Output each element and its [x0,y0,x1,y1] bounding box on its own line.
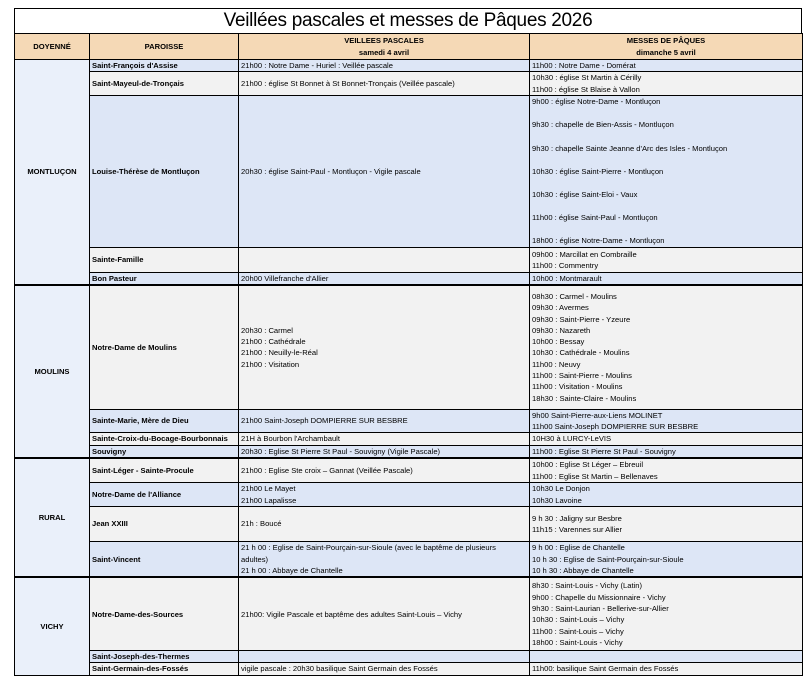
parish-name-saint-mayeul-de-troncais: Saint-Mayeul-de-Tronçais [90,72,239,96]
schedule-line: 21h00 Lapalisse [241,495,297,505]
parish-name-saint-germain-des-fosses: Saint-Germain-des-Fossés [90,663,239,675]
parish-row [15,247,803,272]
header-veillees [239,34,530,60]
schedule-line: 10h30 : église Saint-Pierre - Montluçon [532,166,664,176]
veillees-cell [239,95,530,247]
parish-name-notre-dame-de-l-alliance: Notre-Dame de l'Alliance [90,483,239,507]
schedule-line: 9h00 : église Notre-Dame - Montluçon [532,97,661,107]
parish-row [15,433,803,445]
veillees-cell [239,445,530,458]
parish-name-sainte-croix-du-bocage-bourbonnais: Sainte-Croix-du-Bocage-Bourbonnais [90,433,239,445]
schedule-line: 10h30 : Cathédrale - Moulins [532,348,630,358]
schedule-line: 11h00 : Eglise St Martin – Bellenaves [532,471,658,481]
line-spacer [532,107,800,119]
parish-row [15,272,803,285]
parish-row [15,506,803,541]
veillees-cell [239,285,530,409]
veillees-cell [239,663,530,675]
messes-cell [530,60,803,72]
line-spacer [532,200,800,212]
schedule-line: 21h00 : Cathédrale [241,337,306,347]
parish-name-notre-dame-de-moulins: Notre-Dame de Moulins [90,285,239,409]
doyenne-moulins: MOULINS [15,285,90,458]
schedule-line: 10h30 : église Saint-Eloi - Vaux [532,189,638,199]
parish-name-saint-joseph-des-thermes: Saint-Joseph-des-Thermes [90,650,239,662]
messes-cell [530,577,803,650]
veillees-cell [239,272,530,285]
parish-name-souvigny: Souvigny [90,445,239,458]
messes-cell [530,285,803,409]
parish-name-jean-xxiii: Jean XXIII [90,506,239,541]
schedule-line: 9h30 : Saint-Laurian - Bellerive-sur-Allier [532,603,669,613]
schedule-line: 08h30 : Carmel - Moulins [532,291,617,301]
schedule-line: 21H à Bourbon l'Archambault [241,434,340,444]
header-veillees-label: VEILLEES PASCALES [344,36,424,46]
schedule-line: 21h00 : Notre Dame - Huriel : Veillée pascale [241,61,393,70]
schedule-line: 21h00 Saint-Joseph DOMPIERRE SUR BESBRE [241,416,408,426]
parish-row [15,483,803,507]
line-spacer [532,154,800,166]
schedule-line: vigile pascale : 20h30 basilique Saint Germain des Fossés [241,664,438,674]
schedule-sheet [14,8,802,676]
veillees-cell [239,247,530,272]
schedule-line: 21h : Boucé [241,519,282,529]
parish-row [15,95,803,247]
parish-name-sainte-famille: Sainte-Famille [90,247,239,272]
schedule-line: 20h30 : Carmel [241,325,293,335]
schedule-line: 9h30 : chapelle de Bien-Assis - Montluçon [532,120,674,130]
messes-cell [530,95,803,247]
schedule-line: 10h00 : Eglise St Léger – Ebreuil [532,460,644,470]
schedule-line: 9h00 Saint-Pierre-aux-Liens MOLINET [532,410,663,420]
schedule-line: 20h00 Villefranche d'Allier [241,273,329,283]
parish-row [15,409,803,433]
schedule-line: 10h30 : Saint-Louis – Vichy [532,615,625,625]
header-messes-label: MESSES DE PÂQUES [626,36,706,46]
schedule-line: 11h00 : Commentry [532,260,599,270]
schedule-line: 11h00 : Saint-Louis – Vichy [532,626,624,636]
messes-cell [530,506,803,541]
schedule-line: 21h00 : Neuilly-le-Réal [241,348,318,358]
schedule-line: 10H30 à LURCY-LeVIS [532,434,612,444]
schedule-line: adultes) [241,554,269,564]
schedule-line: 11h00 : église St Blaise à Vallon [532,84,640,94]
parish-name-notre-dame-des-sources: Notre-Dame-des-Sources [90,577,239,650]
messes-cell [530,433,803,445]
schedule-line: 10h00 : Montmarault [532,273,602,283]
messes-cell [530,445,803,458]
veillees-cell [239,541,530,577]
schedule-line: 11h00 : église Saint-Paul - Montluçon [532,213,658,223]
header-messes-date: dimanche 5 avril [636,47,696,57]
parish-row [15,663,803,675]
parish-row [15,60,803,72]
schedule-line: 9 h 00 : Eglise de Chantelle [532,543,625,553]
veillees-cell [239,650,530,662]
messes-cell [530,483,803,507]
schedule-table [14,33,803,676]
schedule-line: 10 h 30 : Abbaye de Chantelle [532,565,634,575]
schedule-line: 11h00 : Notre Dame - Domérat [532,61,636,70]
schedule-line: 10h30 Le Donjon [532,484,590,494]
schedule-line: 20h30 : église Saint-Paul - Montluçon - Vigile pascale [241,166,421,176]
veillees-cell [239,458,530,483]
header-paroisse: PAROISSE [90,34,239,60]
schedule-line: 09h30 : Saint-Pierre - Yzeure [532,314,631,324]
parish-name-louise-therese-de-montlucon: Louise-Thérèse de Montluçon [90,95,239,247]
messes-cell [530,72,803,96]
line-spacer [532,223,800,235]
line-spacer [532,131,800,143]
schedule-line: 21 h 00 : Eglise de Saint-Pourçain-sur-Sioule (avec le baptême de plusieurs [241,543,496,553]
veillees-cell [239,506,530,541]
parish-row [15,577,803,650]
schedule-line: 18h00 : église Notre-Dame - Montluçon [532,236,665,246]
veillees-cell [239,72,530,96]
schedule-line: 9 h 30 : Jaligny sur Besbre [532,513,622,523]
line-spacer [532,177,800,189]
schedule-line: 11h15 : Varennes sur Allier [532,524,623,534]
veillees-cell [239,433,530,445]
messes-cell [530,247,803,272]
messes-cell [530,458,803,483]
schedule-line: 18h00 : Saint-Louis - Vichy [532,637,623,647]
schedule-line: 11h00 : Neuvy [532,359,581,369]
veillees-cell [239,409,530,433]
parish-name-bon-pasteur: Bon Pasteur [90,272,239,285]
schedule-line: 21h00: Vigile Pascale et baptême des adultes Saint-Louis – Vichy [241,609,462,619]
parish-row [15,285,803,409]
parish-row [15,72,803,96]
schedule-line: 21h00 : Eglise Ste croix – Gannat (Veillée Pascale) [241,465,413,475]
parish-name-saint-francois-d-assise: Saint-François d'Assise [90,60,239,72]
schedule-line: 11h00 : Visitation - Moulins [532,382,623,392]
schedule-line: 10h30 Lavoine [532,495,582,505]
schedule-line: 11h00 : Saint-Pierre - Moulins [532,371,632,381]
doyenne-vichy: VICHY [15,577,90,675]
doyenne-rural: RURAL [15,458,90,578]
messes-cell [530,409,803,433]
parish-row [15,445,803,458]
parish-row [15,541,803,577]
schedule-line: 10h30 : église St Martin à Cérilly [532,73,642,83]
header-messes [530,34,803,60]
schedule-line: 21h00 Le Mayet [241,484,296,494]
parish-row [15,458,803,483]
parish-name-saint-leger-sainte-procule: Saint-Léger - Sainte-Procule [90,458,239,483]
veillees-cell [239,577,530,650]
schedule-line: 11h00 Saint-Joseph DOMPIERRE SUR BESBRE [532,421,699,431]
veillees-cell [239,483,530,507]
schedule-line: 09h30 : Nazareth [532,325,591,335]
header-row [15,34,803,60]
schedule-line: 18h30 : Sainte-Claire - Moulins [532,393,637,403]
schedule-line: 9h00 : Chapelle du Missionnaire - Vichy [532,592,666,602]
schedule-line: 09h30 : Avermes [532,303,589,313]
schedule-body [15,60,803,676]
parish-name-saint-vincent: Saint-Vincent [90,541,239,577]
schedule-line: 8h30 : Saint-Louis - Vichy (Latin) [532,581,643,591]
messes-cell [530,663,803,675]
page-title: Veillées pascales et messes de Pâques 2026 [14,8,802,33]
schedule-line: 20h30 : Eglise St Pierre St Paul - Souvigny (Vigile Pascale) [241,446,441,456]
messes-cell [530,272,803,285]
messes-cell [530,650,803,662]
schedule-line: 09h00 : Marcillat en Combraille [532,249,637,259]
schedule-line: 11h00: basilique Saint Germain des Fossés [532,664,679,674]
veillees-cell [239,60,530,72]
schedule-line: 21 h 00 : Abbaye de Chantelle [241,565,343,575]
doyenne-montlucon: MONTLUÇON [15,60,90,286]
header-veillees-date: samedi 4 avril [358,47,410,57]
parish-name-sainte-marie-mere-de-dieu: Sainte-Marie, Mère de Dieu [90,409,239,433]
schedule-line: 10 h 30 : Eglise de Saint-Pourçain-sur-Sioule [532,554,684,564]
messes-cell [530,541,803,577]
header-doyenne: DOYENNÉ [15,34,90,60]
parish-row [15,650,803,662]
schedule-line: 11h00 : Eglise St Pierre St Paul - Souvigny [532,446,676,456]
schedule-line: 9h30 : chapelle Sainte Jeanne d'Arc des Isles - Montluçon [532,143,728,153]
schedule-line: 21h00 : Visitation [241,359,300,369]
schedule-line: 21h00 : église St Bonnet à St Bonnet-Tronçais (Veillée pascale) [241,78,455,88]
schedule-line: 10h00 : Bessay [532,337,585,347]
